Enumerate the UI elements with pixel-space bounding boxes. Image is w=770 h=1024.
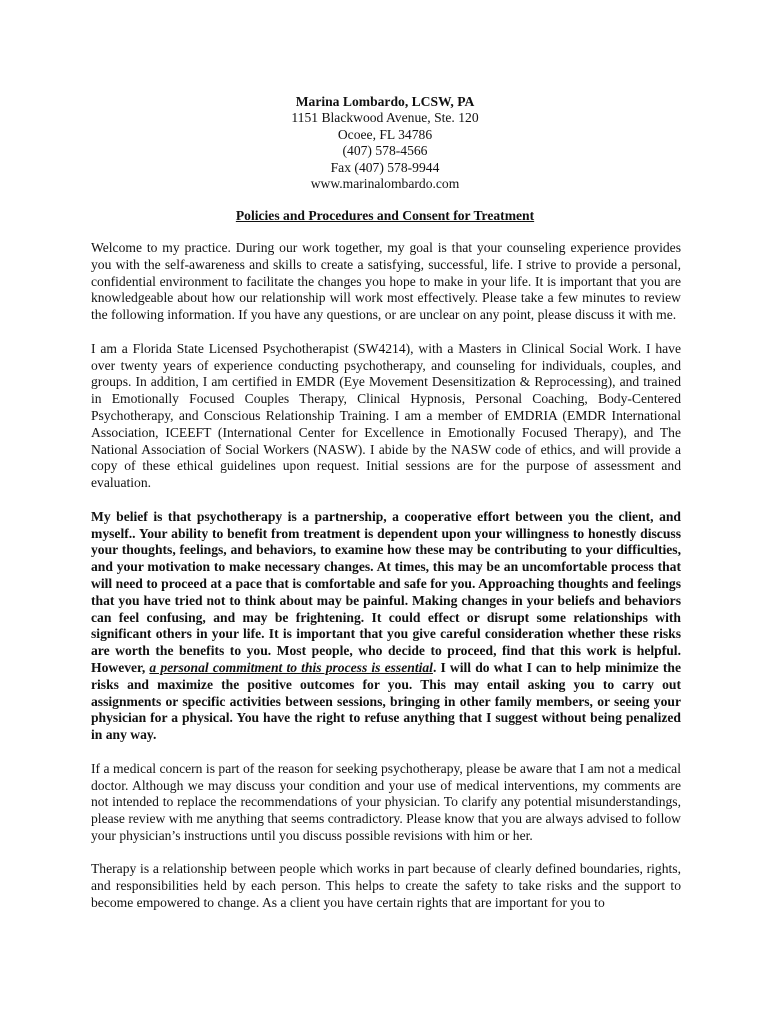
paragraph-credentials: I am a Florida State Licensed Psychotherapist (SW4214), with a Masters in Clinical Social Work. I have over twenty years of experience conducting psychotherapy, and counseling for individuals, couples, and groups. In addition, I am certified in EMDR (Eye Movement Desensitization & Reprocessing), and trained in Emotionally Focused Couples Therapy, Clinical Hypnosis, Personal Coaching, Body-Centered Psychotherapy, and Conscious Relationship Training. I am a member of EMDRIA (EMDR International Association, ICEEFT (International Center for Excellence in Emotionally Focused Therapy), and The National Association of Social Workers (NASW). I abide by the NASW code of ethics, and will provide a copy of these ethical guidelines upon request. Initial sessions are for the purpose of assessment and evaluation. <box>91 340 681 491</box>
phone-number: (407) 578-4566 <box>342 143 428 159</box>
belief-emphasis: a personal commitment to this process is essential <box>149 659 433 675</box>
paragraph-medical: If a medical concern is part of the reason for seeking psychotherapy, please be aware that I am not a medical doctor. Although we may discuss your condition and your use of medical interventions, my comments are not intended to replace the recommendations of your physician. To clarify any potential misunderstandings, please review with me anything that seems contradictory. Please know that you are always advised to follow your physician’s instructions until you discuss possible revisions with him or her. <box>91 760 681 843</box>
website: www.marinalombardo.com <box>310 176 460 192</box>
belief-text-part1: My belief is that psychotherapy is a partnership, a cooperative effort between you the client, and myself.. Your ability to benefit from treatment is dependent upon your willingness to honestly discuss your thoughts, feelings, and behaviors, to examine how these may be contributing to your difficulties, and your motivation to make necessary changes. At times, this may be an uncomfortable process that will need to proceed at a pace that is comfortable and safe for you. Approaching thoughts and feelings that you have tried not to think about may be painful. Making changes in your beliefs and behaviors can feel confusing, and may be frightening. It could effect or disrupt some relationships with significant others in your life. It is important that you give careful consideration whether these risks are worth the benefits to you. Most people, who decide to proceed, find that this work is helpful. However, <box>91 508 681 675</box>
paragraph-welcome: Welcome to my practice. During our work together, my goal is that your counseling experience provides you with the self-awareness and skills to create a satisfying, successful, life. I strive to provide a personal, confidential environment to facilitate the changes you hope to make in your life. It is important that you are knowledgeable about how our relationship will work most effectively. Please take a few minutes to review the following information. If you have any questions, or are unclear on any point, please discuss it with me. <box>91 240 681 323</box>
practitioner-name: Marina Lombardo, LCSW, PA <box>295 94 475 109</box>
document-title: Policies and Procedures and Consent for Treatment <box>235 208 535 223</box>
city-state-zip: Ocoee, FL 34786 <box>337 126 433 142</box>
letterhead <box>0 94 770 192</box>
belief-text-part2: . I will do what I can to help minimize the risks and maximize the positive outcomes for you. This may entail asking you to carry out assignments or specific activities between sessions, bringing in other family members, or seeing your physician for a physical. You have the right to refuse anything that I suggest without being penalized in any way. <box>91 659 681 743</box>
document-body <box>91 240 681 929</box>
paragraph-therapy: Therapy is a relationship between people which works in part because of clearly defined boundaries, rights, and responsibilities held by each person. This helps to create the safety to take risks and the support to become empowered to change. As a client you have certain rights that are important for you to <box>91 861 681 911</box>
street-address: 1151 Blackwood Avenue, Ste. 120 <box>291 110 479 126</box>
paragraph-belief <box>91 509 681 744</box>
fax-number: Fax (407) 578-9944 <box>330 159 440 175</box>
